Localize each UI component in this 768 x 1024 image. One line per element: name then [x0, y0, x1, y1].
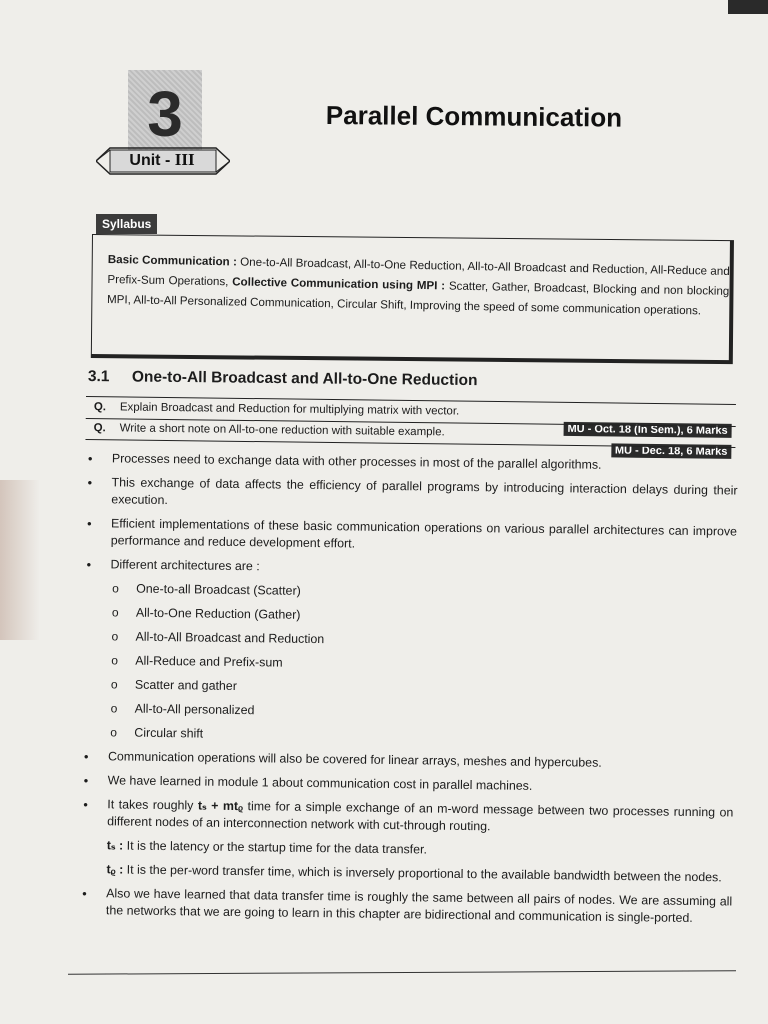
time-formula: tₛ + mtᵨ	[197, 798, 244, 814]
bullet-item	[85, 515, 737, 558]
syllabus-text	[107, 250, 730, 322]
question-row	[94, 401, 460, 417]
definition-text: It is the latency or the startup time for the data transfer.	[123, 838, 428, 857]
bullet-text: This exchange of data affects the efficiency of parallel programs by introducing interaction delays during their execution.	[111, 475, 738, 508]
bullet-icon: •	[87, 475, 93, 491]
bullet-icon: •	[86, 557, 92, 573]
section-number: 3.1	[87, 368, 110, 386]
body-text	[80, 450, 738, 934]
unit-prefix: Unit -	[129, 152, 175, 169]
chapter-title: Parallel Communication	[325, 100, 623, 133]
definition-text: It is the per-word transfer time, which is inversely proportional to the available bandwidth between the nodes.	[123, 862, 722, 885]
architecture-text: Circular shift	[134, 725, 204, 741]
bullet-text-pre: It takes roughly	[107, 797, 198, 813]
bullet-item	[85, 474, 737, 517]
question-label: Q.	[93, 422, 106, 435]
architecture-text: All-to-One Reduction (Gather)	[135, 605, 301, 622]
bullet-item	[81, 796, 733, 839]
bullet-item	[84, 556, 736, 582]
definition-term: tᵨ :	[106, 862, 124, 877]
bullet-text: Also we have learned that data transfer time is roughly the same between all pairs of nodes. We are assuming all the networks that we are going to learn in this chapter are bidirectional and communication is single-ported.	[105, 886, 733, 925]
bullet-text: Processes need to exchange data with other processes in most of the parallel algorithms.	[111, 451, 602, 472]
bullet-icon: •	[83, 796, 89, 813]
page-shadow	[0, 480, 40, 640]
bullet-text-post: time for a simple exchange of an m-word message between two processes running on different nodes of an interconnection network with cut-through routing.	[107, 799, 734, 834]
question-label: Q.	[93, 401, 107, 414]
bullet-icon: •	[83, 772, 89, 789]
question-row	[94, 422, 445, 438]
circle-bullet-icon: o	[110, 701, 118, 716]
bottom-rule	[68, 970, 736, 974]
circle-bullet-icon: o	[111, 653, 119, 668]
syllabus-basic-text: One-to-All Broadcast, All-to-One Reduction, All-to-All Broadcast and Reduction, All-Reduce and Prefix-Sum Operations,	[107, 255, 730, 289]
question-text: Write a short note on All-to-one reduction with suitable example.	[119, 422, 445, 439]
bullet-item	[80, 885, 732, 928]
section-title: One-to-All Broadcast and All-to-One Reduction	[131, 368, 478, 390]
syllabus-mpi-heading: Collective Communication using MPI :	[232, 275, 446, 293]
exam-tag: MU - Oct. 18 (In Sem.), 6 Marks	[563, 422, 731, 438]
bullet-icon: •	[82, 885, 87, 902]
definition-item	[81, 837, 733, 863]
bullet-text: Communication operations will also be covered for linear arrays, meshes and hypercubes.	[107, 749, 602, 770]
circle-bullet-icon: o	[110, 677, 118, 692]
architecture-text: Scatter and gather	[134, 677, 237, 693]
architecture-item	[83, 676, 735, 702]
architecture-item	[84, 604, 736, 630]
definition-term: tₛ :	[106, 838, 124, 853]
architecture-item	[83, 628, 735, 654]
architecture-text: One-to-all Broadcast (Scatter)	[136, 581, 301, 598]
unit-label	[112, 150, 212, 170]
syllabus-tag: Syllabus	[96, 214, 157, 234]
bullet-text: We have learned in module 1 about communication cost in parallel machines.	[107, 773, 533, 793]
circle-bullet-icon: o	[111, 605, 119, 620]
architecture-item	[83, 652, 735, 678]
architecture-item	[83, 700, 735, 726]
definition-item	[80, 861, 732, 887]
bullet-icon: •	[87, 451, 93, 467]
unit-numeral: III	[174, 150, 195, 169]
architecture-text: All-to-All Broadcast and Reduction	[135, 629, 325, 647]
syllabus-basic-heading: Basic Communication :	[107, 252, 238, 269]
bullet-icon: •	[83, 749, 89, 765]
chapter-number: 3	[147, 78, 183, 150]
architecture-item	[84, 580, 736, 606]
architecture-text: All-to-All personalized	[134, 701, 255, 718]
exam-tag: MU - Dec. 18, 6 Marks	[611, 443, 732, 458]
bullet-text: Efficient implementations of these basic communication operations on various parallel architectures can improve performance and reduce development effort.	[110, 516, 738, 551]
bullet-item	[82, 772, 734, 798]
question-text: Explain Broadcast and Reduction for multiplying matrix with vector.	[119, 401, 460, 418]
bullet-text: Different architectures are :	[110, 557, 260, 574]
page-edge-dark	[728, 0, 768, 14]
circle-bullet-icon: o	[110, 725, 118, 740]
circle-bullet-icon: o	[112, 581, 119, 596]
architecture-text: All-Reduce and Prefix-sum	[135, 653, 283, 670]
section-heading	[88, 368, 738, 393]
architecture-item	[82, 724, 734, 750]
circle-bullet-icon: o	[111, 629, 119, 644]
bullet-icon: •	[86, 516, 92, 532]
syllabus-mpi-text: Scatter, Gather, Broadcast, Blocking and non blocking MPI, All-to-All Personalized Communication, Circular Shift, Improving the speed of some communication operations.	[106, 279, 730, 318]
bullet-item	[82, 748, 734, 774]
